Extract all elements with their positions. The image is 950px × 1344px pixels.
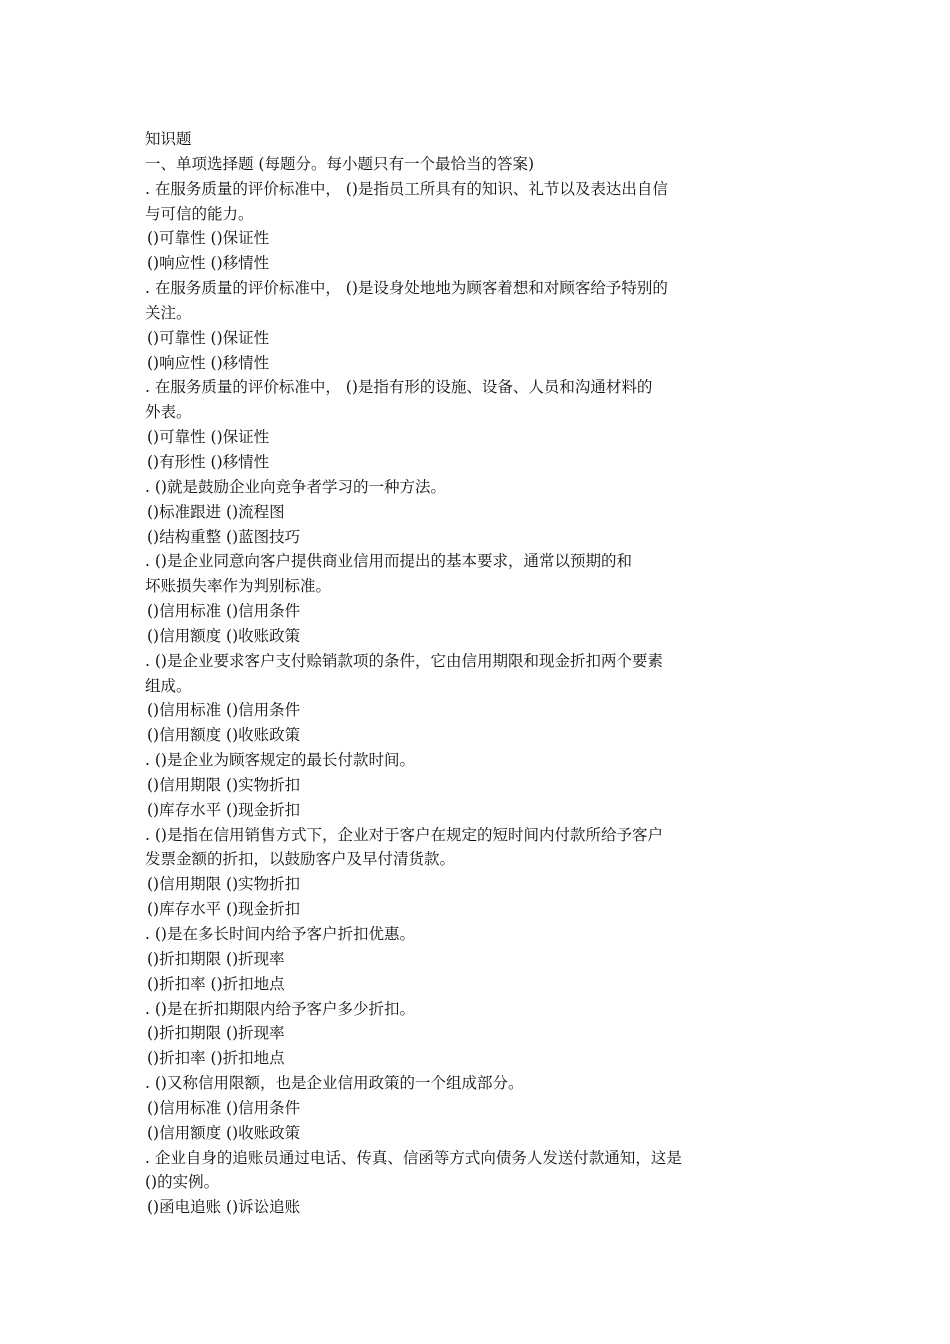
answer-options-line: ()信用额度 ()收账政策 <box>147 1123 301 1142</box>
question-list <box>145 177 745 1220</box>
answer-options-line: ()信用标准 ()信用条件 <box>147 1098 301 1117</box>
answer-options-line: ()可靠性 ()保证性 <box>147 428 270 447</box>
answer-options-line: ()标准跟进 ()流程图 <box>147 502 285 521</box>
answer-options-line: ()信用额度 ()收账政策 <box>147 626 301 645</box>
question-text-line: . ()又称信用限额，也是企业信用政策的一个组成部分。 <box>145 1074 524 1093</box>
question-item <box>145 276 745 375</box>
question-text-line: . ()是企业要求客户支付赊销款项的条件，它由信用期限和现金折扣两个要素 <box>145 651 663 670</box>
answer-options-line: ()信用标准 ()信用条件 <box>147 602 301 621</box>
question-item <box>145 649 745 748</box>
answer-options-line: ()折扣期限 ()折现率 <box>147 949 285 968</box>
answer-options-line: ()折扣率 ()折扣地点 <box>147 1049 285 1068</box>
answer-options-line: ()可靠性 ()保证性 <box>147 328 270 347</box>
section-heading: 一、单项选择题 (每题分。每小题只有一个最恰当的答案) <box>145 154 535 173</box>
question-text-line: . ()是在多长时间内给予客户折扣优惠。 <box>145 925 415 943</box>
answer-options-line: ()信用期限 ()实物折扣 <box>147 775 301 794</box>
question-text-line: . 在服务质量的评价标准中， ()是设身处地地为顾客着想和对顾客给予特别的 <box>145 279 668 298</box>
question-text-line: 发票金额的折扣，以鼓励客户及早付清货款。 <box>145 850 456 869</box>
question-text-line: 与可信的能力。 <box>145 204 254 223</box>
question-item <box>145 475 745 550</box>
question-item <box>145 823 745 922</box>
question-text-line: . ()就是鼓励企业向竞争者学习的一种方法。 <box>145 477 446 496</box>
document-content <box>145 127 745 1220</box>
answer-options-line: ()折扣率 ()折扣地点 <box>147 974 285 993</box>
question-text-line: . ()是在折扣期限内给予客户多少折扣。 <box>145 999 415 1018</box>
answer-options-line: ()折扣期限 ()折现率 <box>147 1024 285 1043</box>
answer-options-line: ()库存水平 ()现金折扣 <box>147 800 301 819</box>
answer-options-line: ()信用标准 ()信用条件 <box>147 701 301 720</box>
question-text-line: 关注。 <box>145 303 192 322</box>
answer-options-line: ()函电追账 ()诉讼追账 <box>147 1198 301 1217</box>
question-text-line: . ()是企业同意向客户提供商业信用而提出的基本要求，通常以预期的和 <box>145 552 632 571</box>
question-text-line: . ()是指在信用销售方式下，企业对于客户在规定的短时间内付款所给予客户 <box>145 825 663 844</box>
question-text-line: 组成。 <box>145 676 192 695</box>
answer-options-line: ()库存水平 ()现金折扣 <box>147 900 301 919</box>
question-item <box>145 997 745 1072</box>
question-text-line: 外表。 <box>145 403 192 422</box>
question-text-line: 坏账损失率作为判别标准。 <box>145 577 332 596</box>
answer-options-line: ()响应性 ()移情性 <box>147 254 270 273</box>
question-text-line: . 在服务质量的评价标准中， ()是指有形的设施、设备、人员和沟通材料的 <box>145 378 653 397</box>
question-text-line: . 企业自身的追账员通过电话、传真、信函等方式向债务人发送付款通知，这是 <box>145 1148 682 1167</box>
answer-options-line: ()信用期限 ()实物折扣 <box>147 875 301 894</box>
answer-options-line: ()信用额度 ()收账政策 <box>147 726 301 745</box>
question-text-line: ()的实例。 <box>145 1173 220 1192</box>
question-item <box>145 1071 745 1146</box>
question-item <box>145 748 745 823</box>
document-title: 知识题 <box>145 130 192 148</box>
question-text-line: . ()是企业为顾客规定的最长付款时间。 <box>145 751 415 770</box>
question-item <box>145 922 745 997</box>
question-item <box>145 549 745 648</box>
answer-options-line: ()有形性 ()移情性 <box>147 452 270 471</box>
question-item <box>145 1146 745 1221</box>
answer-options-line: ()响应性 ()移情性 <box>147 353 270 372</box>
question-text-line: . 在服务质量的评价标准中， ()是指员工所具有的知识、礼节以及表达出自信 <box>145 179 668 198</box>
answer-options-line: ()结构重整 ()蓝图技巧 <box>147 527 301 546</box>
question-item <box>145 177 745 276</box>
answer-options-line: ()可靠性 ()保证性 <box>147 229 270 248</box>
question-item <box>145 375 745 474</box>
